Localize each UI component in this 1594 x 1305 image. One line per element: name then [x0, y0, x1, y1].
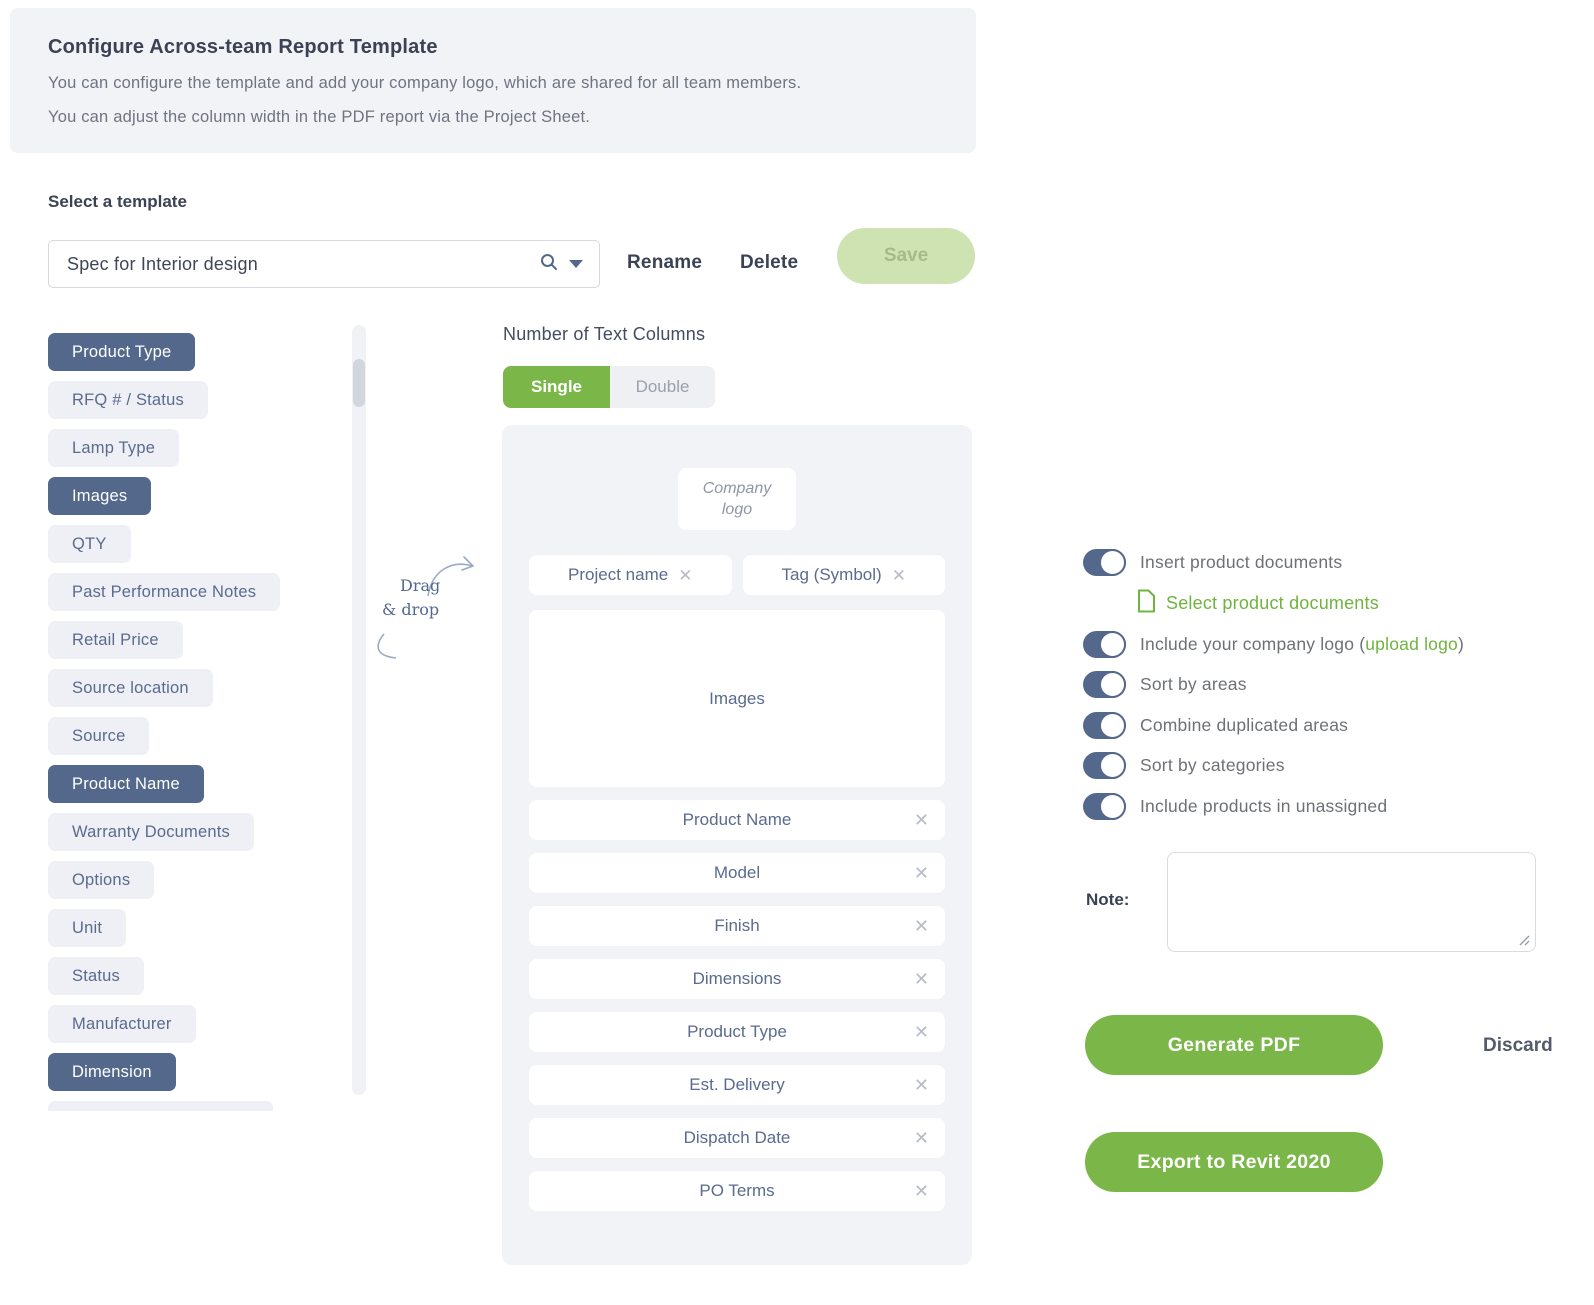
- drag-drop-hint: [370, 548, 480, 663]
- sort-by-areas-toggle[interactable]: [1083, 671, 1126, 698]
- close-icon[interactable]: ✕: [913, 1022, 929, 1042]
- field-chip-qty[interactable]: QTY: [48, 525, 131, 563]
- field-chip-retail-price[interactable]: Retail Price: [48, 621, 183, 659]
- field-chip-status[interactable]: Status: [48, 957, 144, 995]
- select-template-label: Select a template: [48, 192, 187, 211]
- field-chip-manufacturer[interactable]: Manufacturer: [48, 1005, 196, 1043]
- preview-row-dimensions[interactable]: [529, 959, 945, 999]
- template-select-value: Spec for Interior design: [67, 253, 258, 274]
- preview-row-product-type[interactable]: [529, 1012, 945, 1052]
- field-chip-rfq-status[interactable]: RFQ # / Status: [48, 381, 208, 419]
- sort-by-categories-label: Sort by categories: [1140, 755, 1285, 775]
- text-columns-heading: Number of Text Columns: [503, 324, 706, 344]
- close-icon[interactable]: ✕: [913, 969, 929, 989]
- field-chip-dimension[interactable]: Dimension: [48, 1053, 176, 1091]
- scrollbar-thumb[interactable]: [353, 359, 365, 407]
- field-list-scrollbar: [352, 325, 366, 1095]
- toggle-knob: [1099, 712, 1126, 739]
- combine-duplicated-areas-label: Combine duplicated areas: [1140, 714, 1349, 735]
- close-icon[interactable]: ✕: [913, 863, 929, 883]
- logo-label-prefix: Include your company logo (: [1140, 633, 1366, 654]
- company-logo-placeholder[interactable]: [678, 468, 796, 530]
- preview-row-dispatch-date[interactable]: [529, 1118, 945, 1158]
- preview-row-label: Product Name: [682, 810, 792, 829]
- preview-chip-label: Tag (Symbol): [781, 565, 882, 584]
- field-chip-partial[interactable]: [48, 1101, 273, 1111]
- preview-row-label: Model: [713, 863, 761, 882]
- drag-hint-line2: & drop: [382, 600, 440, 619]
- close-icon[interactable]: ✕: [891, 565, 906, 585]
- close-icon[interactable]: ✕: [678, 565, 693, 585]
- company-logo-line2: logo: [721, 501, 753, 518]
- preview-chip-project-name[interactable]: [529, 555, 732, 595]
- preview-chip-label: Project name: [568, 565, 669, 584]
- note-textarea[interactable]: [1167, 852, 1536, 952]
- close-icon[interactable]: ✕: [913, 1128, 929, 1148]
- preview-row-label: PO Terms: [699, 1181, 775, 1200]
- field-chip-product-name[interactable]: Product Name: [48, 765, 204, 803]
- close-icon[interactable]: ✕: [913, 1181, 929, 1201]
- upload-logo-link[interactable]: upload logo: [1365, 633, 1458, 654]
- preview-row-po-terms[interactable]: [529, 1171, 945, 1211]
- discard-button[interactable]: Discard: [1483, 1035, 1553, 1056]
- toggle-knob: [1099, 671, 1126, 698]
- preview-row-label: Est. Delivery: [689, 1075, 785, 1094]
- text-columns-switch: [503, 366, 715, 408]
- note-label: Note:: [1086, 890, 1130, 909]
- preview-row-est-delivery[interactable]: [529, 1065, 945, 1105]
- include-products-unassigned-label: Include products in unassigned: [1140, 795, 1388, 816]
- columns-double-option[interactable]: Double: [610, 366, 715, 408]
- preview-row-model[interactable]: [529, 853, 945, 893]
- field-chip-warranty-documents[interactable]: Warranty Documents: [48, 813, 254, 851]
- header-card: [10, 8, 976, 153]
- sort-by-areas-label: Sort by areas: [1140, 674, 1247, 694]
- report-preview-panel: [502, 425, 972, 1265]
- page-title: Configure Across-team Report Template: [48, 36, 438, 58]
- sort-by-categories-toggle[interactable]: [1083, 752, 1126, 779]
- field-chip-source-location[interactable]: Source location: [48, 669, 213, 707]
- field-chip-list: [48, 333, 348, 1111]
- toggle-knob: [1099, 752, 1126, 779]
- preview-row-label: Product Type: [687, 1022, 787, 1041]
- field-chip-product-type[interactable]: Product Type: [48, 333, 195, 371]
- template-select[interactable]: [48, 240, 600, 288]
- include-company-logo-label: [1140, 634, 1464, 655]
- preview-header-chips: [529, 555, 945, 595]
- rename-button[interactable]: Rename: [627, 252, 703, 273]
- export-revit-button[interactable]: Export to Revit 2020: [1085, 1132, 1383, 1192]
- preview-row-product-name[interactable]: [529, 800, 945, 840]
- delete-button[interactable]: Delete: [740, 252, 799, 273]
- field-chip-source[interactable]: Source: [48, 717, 149, 755]
- field-chip-past-performance-notes[interactable]: Past Performance Notes: [48, 573, 280, 611]
- close-icon[interactable]: ✕: [913, 1075, 929, 1095]
- preview-row-finish[interactable]: [529, 906, 945, 946]
- preview-row-label: Finish: [714, 916, 760, 935]
- chevron-down-icon: [569, 260, 583, 268]
- preview-row-label: Dispatch Date: [683, 1128, 791, 1147]
- field-chip-unit[interactable]: Unit: [48, 909, 126, 947]
- logo-label-suffix: ): [1457, 633, 1464, 654]
- select-product-documents-link[interactable]: Select product documents: [1166, 592, 1379, 613]
- include-products-unassigned-toggle[interactable]: [1083, 793, 1126, 820]
- combine-duplicated-areas-toggle[interactable]: [1083, 712, 1126, 739]
- insert-product-documents-label: Insert product documents: [1140, 551, 1343, 572]
- field-chip-lamp-type[interactable]: Lamp Type: [48, 429, 179, 467]
- field-chip-images[interactable]: Images: [48, 477, 151, 515]
- toggle-knob: [1099, 631, 1126, 658]
- close-icon[interactable]: ✕: [913, 810, 929, 830]
- preview-chip-tag-symbol[interactable]: [743, 555, 946, 595]
- field-chip-options[interactable]: Options: [48, 861, 154, 899]
- header-description-line2: You can adjust the column width in the PDF report via the Project Sheet.: [48, 108, 591, 126]
- toggle-knob: [1099, 549, 1126, 576]
- toggle-knob: [1099, 793, 1126, 820]
- include-company-logo-toggle[interactable]: [1083, 631, 1126, 658]
- generate-pdf-button[interactable]: Generate PDF: [1085, 1015, 1383, 1075]
- drag-hint-line1: Drag: [400, 576, 441, 595]
- preview-images-block[interactable]: Images: [529, 610, 945, 787]
- search-icon: [539, 252, 559, 277]
- columns-single-option[interactable]: Single: [503, 366, 610, 408]
- document-icon: [1137, 589, 1156, 618]
- close-icon[interactable]: ✕: [913, 916, 929, 936]
- insert-product-documents-toggle[interactable]: [1083, 549, 1126, 576]
- report-options: [1083, 549, 1563, 834]
- header-description-line1: You can configure the template and add your company logo, which are shared for all team members.: [48, 74, 802, 92]
- preview-row-label: Dimensions: [692, 969, 782, 988]
- save-button[interactable]: Save: [837, 228, 975, 284]
- company-logo-line1: Company: [702, 480, 772, 497]
